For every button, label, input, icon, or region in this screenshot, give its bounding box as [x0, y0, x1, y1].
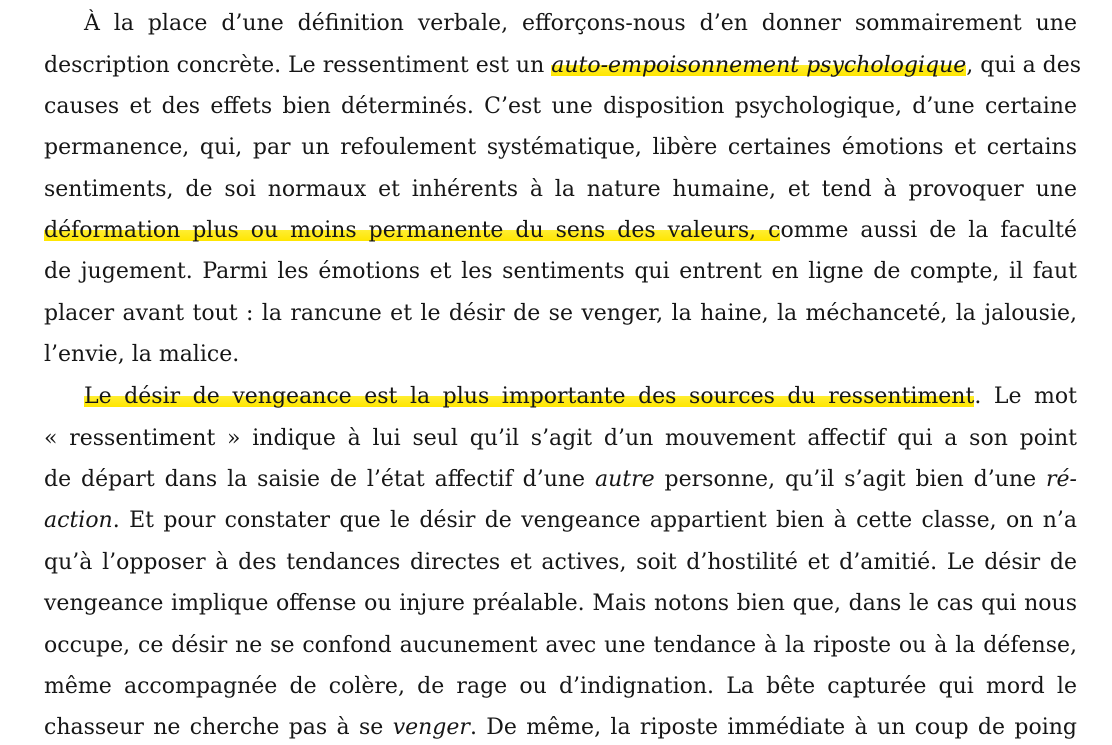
text-line	[44, 299, 1077, 329]
text-run: de départ dans la saisie de l’état affectif d’une	[44, 467, 595, 492]
text-run: . Le mot	[974, 384, 1077, 409]
text-run: l’envie, la malice.	[44, 342, 240, 367]
highlighted-text: Le désir de vengeance est la plus importante des sources du ressentiment	[84, 384, 975, 409]
text-run: , qui a des	[966, 53, 1082, 78]
highlighted-text: déformation plus ou moins permanente du sens des valeurs, c	[44, 218, 781, 243]
text-line	[44, 340, 1077, 370]
text-run: causes et des effets bien déterminés. C’est une disposition psychologique, d’une certaine	[44, 94, 1077, 119]
text-run: omme aussi de la faculté	[780, 218, 1077, 243]
highlighted-italic-text: auto-empoisonnement psychologique	[551, 53, 967, 78]
text-run: sentiments, de soi normaux et inhérents à la nature humaine, et tend à provoquer une	[44, 177, 1077, 202]
text-run: placer avant tout : la rancune et le désir de se venger, la haine, la méchanceté, la jalousie,	[44, 301, 1077, 326]
italic-text: action	[44, 508, 113, 533]
text-line	[44, 506, 1077, 536]
text-line	[44, 216, 1077, 246]
italic-text: venger	[392, 715, 470, 740]
italic-text: ré-	[1046, 467, 1077, 492]
text-run: . Et pour constater que le désir de vengeance appartient bien à cette classe, on n’a	[112, 508, 1077, 533]
text-run: personne, qu’il s’agit bien d’une	[654, 467, 1047, 492]
text-run: vengeance implique offense ou injure préalable. Mais notons bien que, dans le cas qui nous	[44, 591, 1077, 616]
text-run: même accompagnée de colère, de rage ou d’indignation. La bête capturée qui mord le	[44, 674, 1077, 699]
text-line	[44, 548, 1077, 578]
text-run: de jugement. Parmi les émotions et les sentiments qui entrent en ligne de compte, il faut	[44, 259, 1077, 284]
text-line	[44, 713, 1077, 743]
text-line	[44, 631, 1077, 661]
text-run: qu’à l’opposer à des tendances directes et actives, soit d’hostilité et d’amitié. Le désir de	[44, 550, 1077, 575]
text-run: chasseur ne cherche pas à se	[44, 715, 393, 740]
text-line	[44, 9, 1077, 39]
italic-text: autre	[594, 467, 655, 492]
text-line	[44, 465, 1077, 495]
text-line	[44, 51, 1082, 81]
text-run: À la place d’une définition verbale, efforçons-nous d’en donner sommairement une	[84, 11, 1077, 36]
text-line	[44, 672, 1077, 702]
text-run: . De même, la riposte immédiate à un coup de poing	[469, 715, 1077, 740]
text-line	[44, 257, 1077, 287]
text-line	[44, 424, 1077, 454]
text-line	[44, 589, 1077, 619]
text-line	[44, 382, 1077, 412]
text-run: occupe, ce désir ne se confond aucunement avec une tendance à la riposte ou à la défense,	[44, 633, 1077, 658]
text-line	[44, 133, 1077, 163]
text-run: permanence, qui, par un refoulement systématique, libère certaines émotions et certains	[44, 135, 1077, 160]
text-run: « ressentiment » indique à lui seul qu’il s’agit d’un mouvement affectif qui a son point	[44, 426, 1077, 451]
text-line	[44, 175, 1077, 205]
text-line	[44, 92, 1077, 122]
text-run: description concrète. Le ressentiment est un	[44, 53, 552, 78]
